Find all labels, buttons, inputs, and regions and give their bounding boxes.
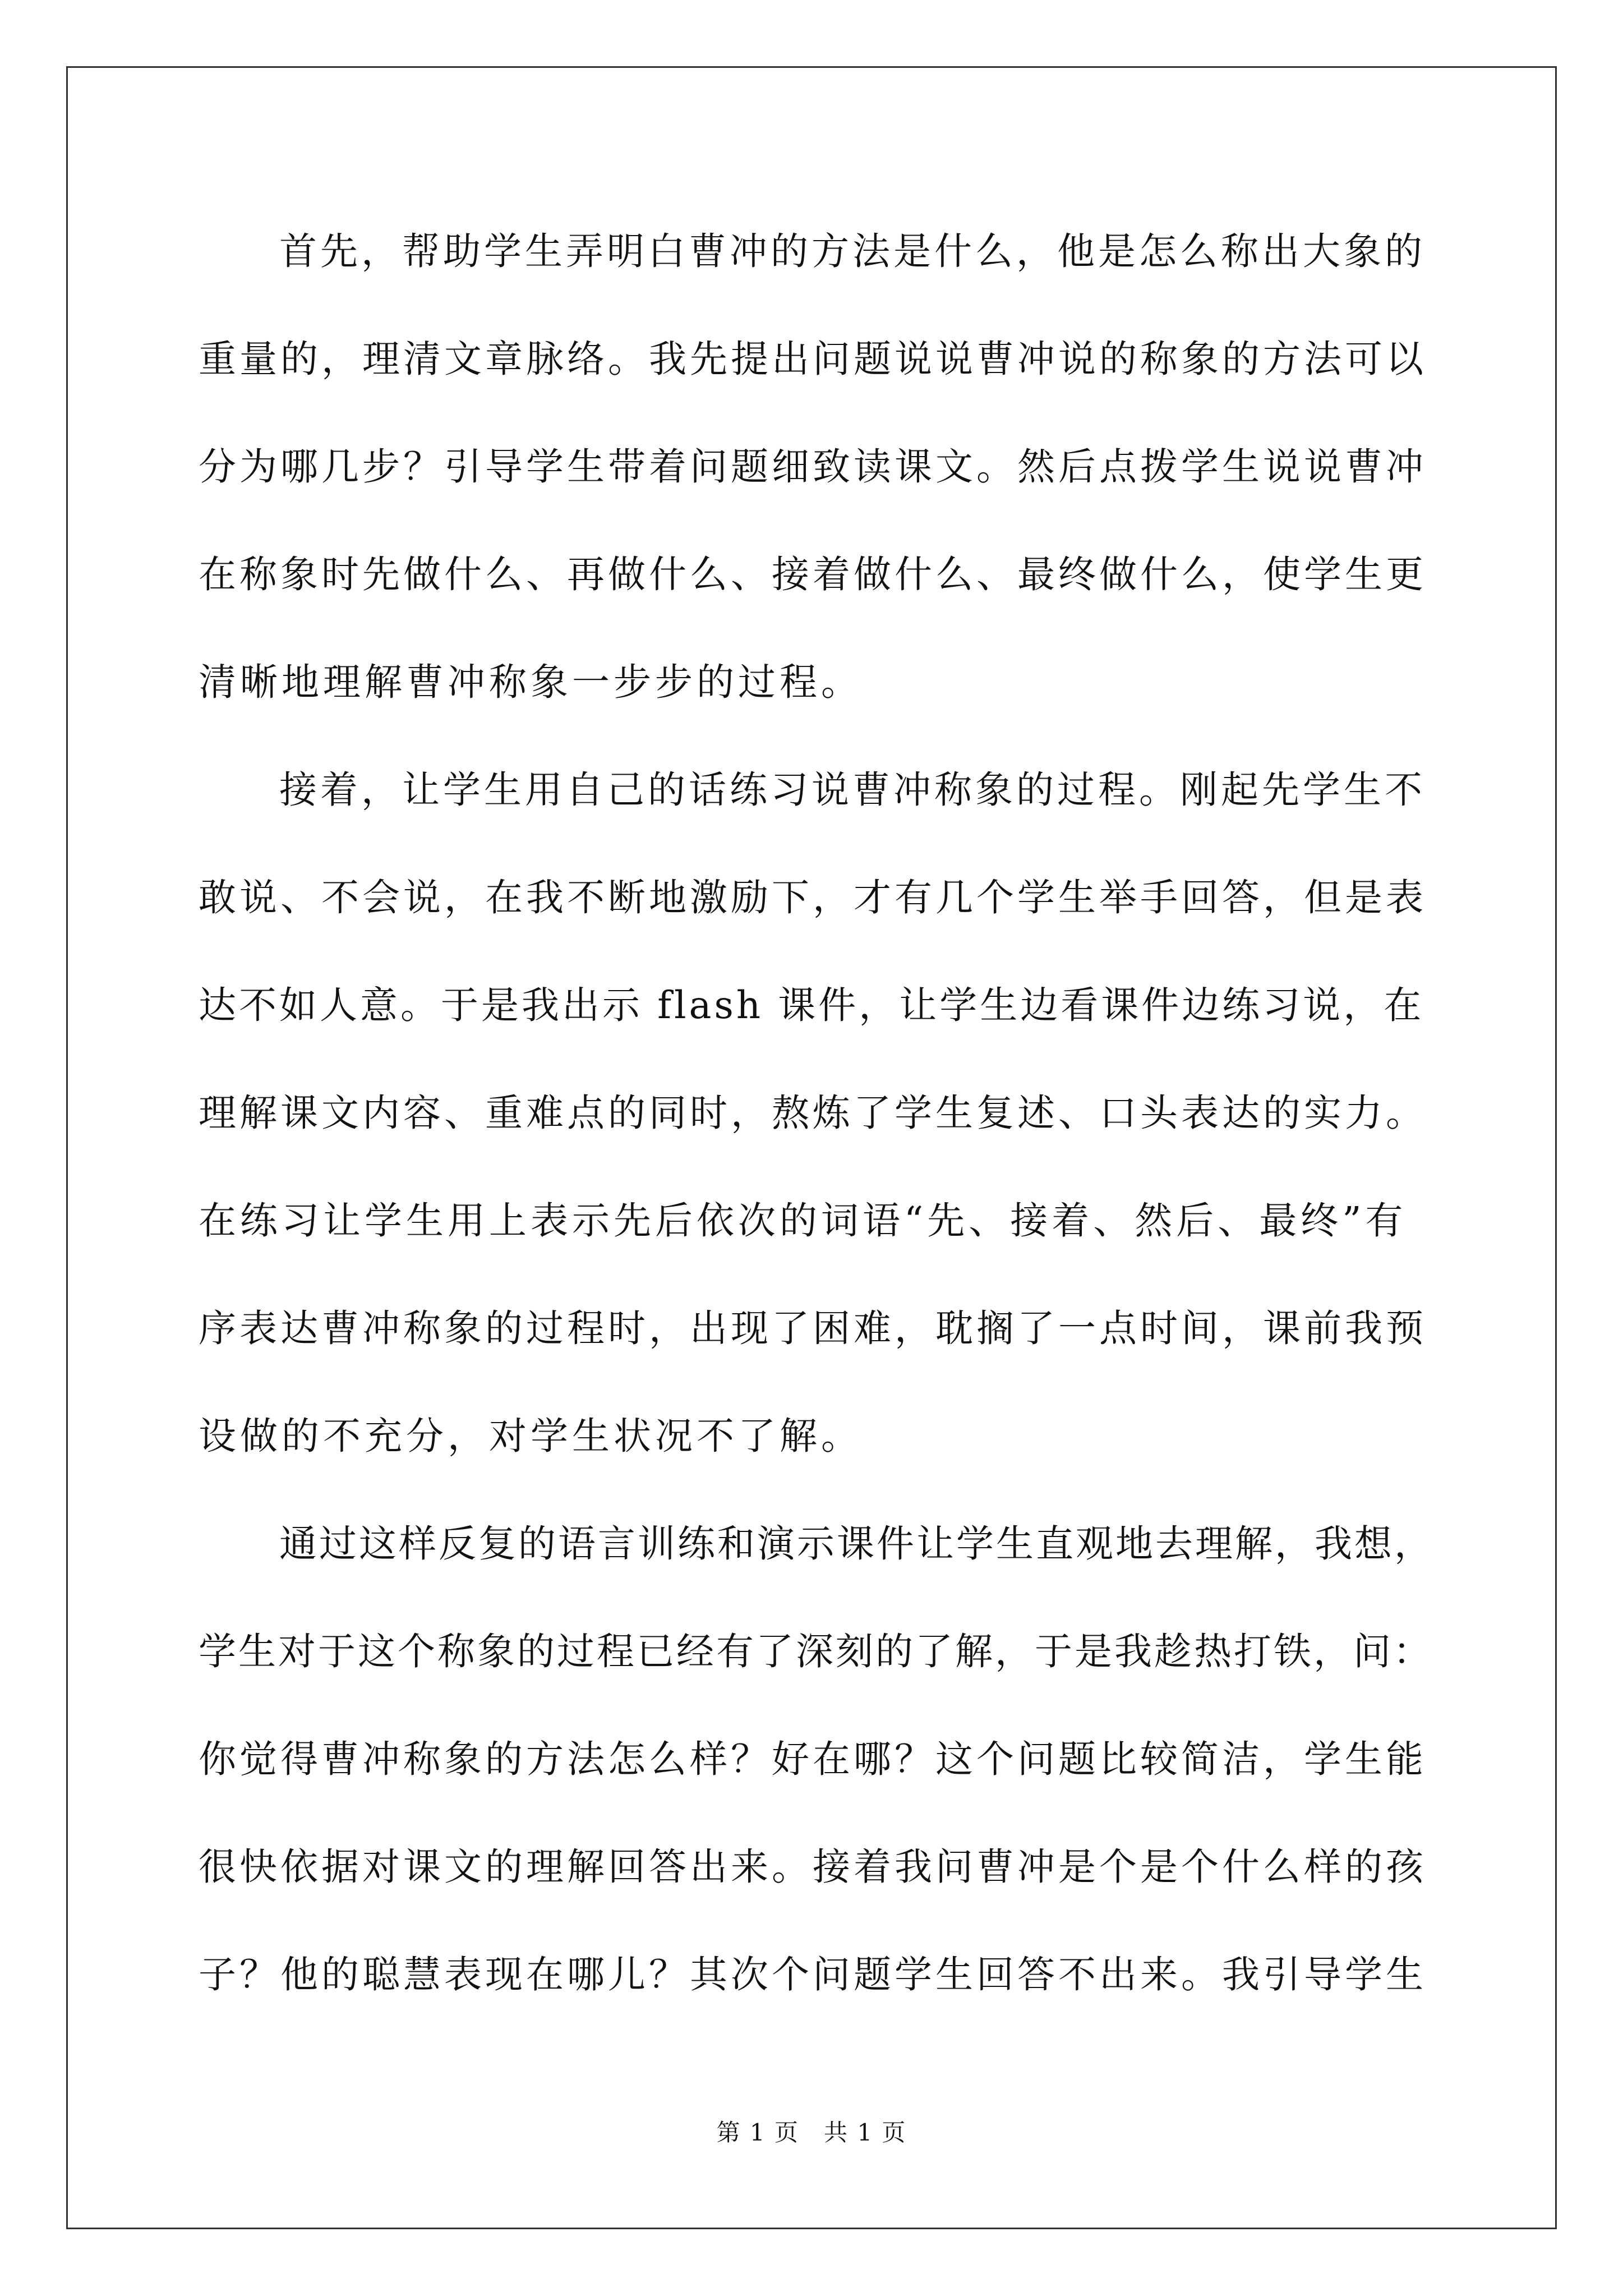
paragraph-2-line-4: 理解课文内容、重难点的同时，熬炼了学生复述、口头表达的实力。 xyxy=(199,1091,1427,1135)
paragraph-1-line-1: 首先，帮助学生弄明白曹冲的方法是什么，他是怎么称出大象的 xyxy=(279,229,1426,273)
paragraph-1-line-3: 分为哪几步？引导学生带着问题细致读课文。然后点拨学生说说曹冲 xyxy=(199,445,1427,489)
paragraph-3-line-1: 通过这样反复的语言训练和演示课件让学生直观地去理解，我想， xyxy=(279,1522,1434,1566)
paragraph-3-line-4: 很快依据对课文的理解回答出来。接着我问曹冲是个是个什么样的孩 xyxy=(199,1845,1427,1889)
paragraph-2-line-2: 敢说、不会说，在我不断地激励下，才有几个学生举手回答，但是表 xyxy=(199,876,1427,919)
paragraph-3-line-2: 学生对于这个称象的过程已经有了深刻的了解，于是我趁热打铁，问： xyxy=(199,1630,1433,1673)
paragraph-1-line-4: 在称象时先做什么、再做什么、接着做什么、最终做什么，使学生更 xyxy=(199,553,1427,596)
paragraph-1-line-2: 重量的，理清文章脉络。我先提出问题说说曹冲说的称象的方法可以 xyxy=(199,337,1427,381)
paragraph-2-line-1: 接着，让学生用自己的话练习说曹冲称象的过程。刚起先学生不 xyxy=(279,768,1426,812)
paragraph-2-line-6: 序表达曹冲称象的过程时，出现了困难，耽搁了一点时间，课前我预 xyxy=(199,1306,1427,1350)
paragraph-3-line-5: 子？他的聪慧表现在哪儿？其次个问题学生回答不出来。我引导学生 xyxy=(199,1953,1427,1996)
paragraph-3-line-3: 你觉得曹冲称象的方法怎么样？好在哪？这个问题比较简洁，学生能 xyxy=(199,1737,1427,1781)
paragraph-2-line-3: 达不如人意。于是我出示 flash 课件，让学生边看课件边练习说，在 xyxy=(199,983,1424,1027)
paragraph-2-line-7: 设做的不充分，对学生状况不了解。 xyxy=(199,1414,863,1458)
page-border xyxy=(66,66,1557,2229)
page-footer: 第 1 页 共 1 页 xyxy=(716,2119,907,2146)
paragraph-1-line-5: 清晰地理解曹冲称象一步步的过程。 xyxy=(199,660,863,704)
paragraph-2-line-5: 在练习让学生用上表示先后依次的词语“先、接着、然后、最终”有 xyxy=(199,1199,1407,1243)
